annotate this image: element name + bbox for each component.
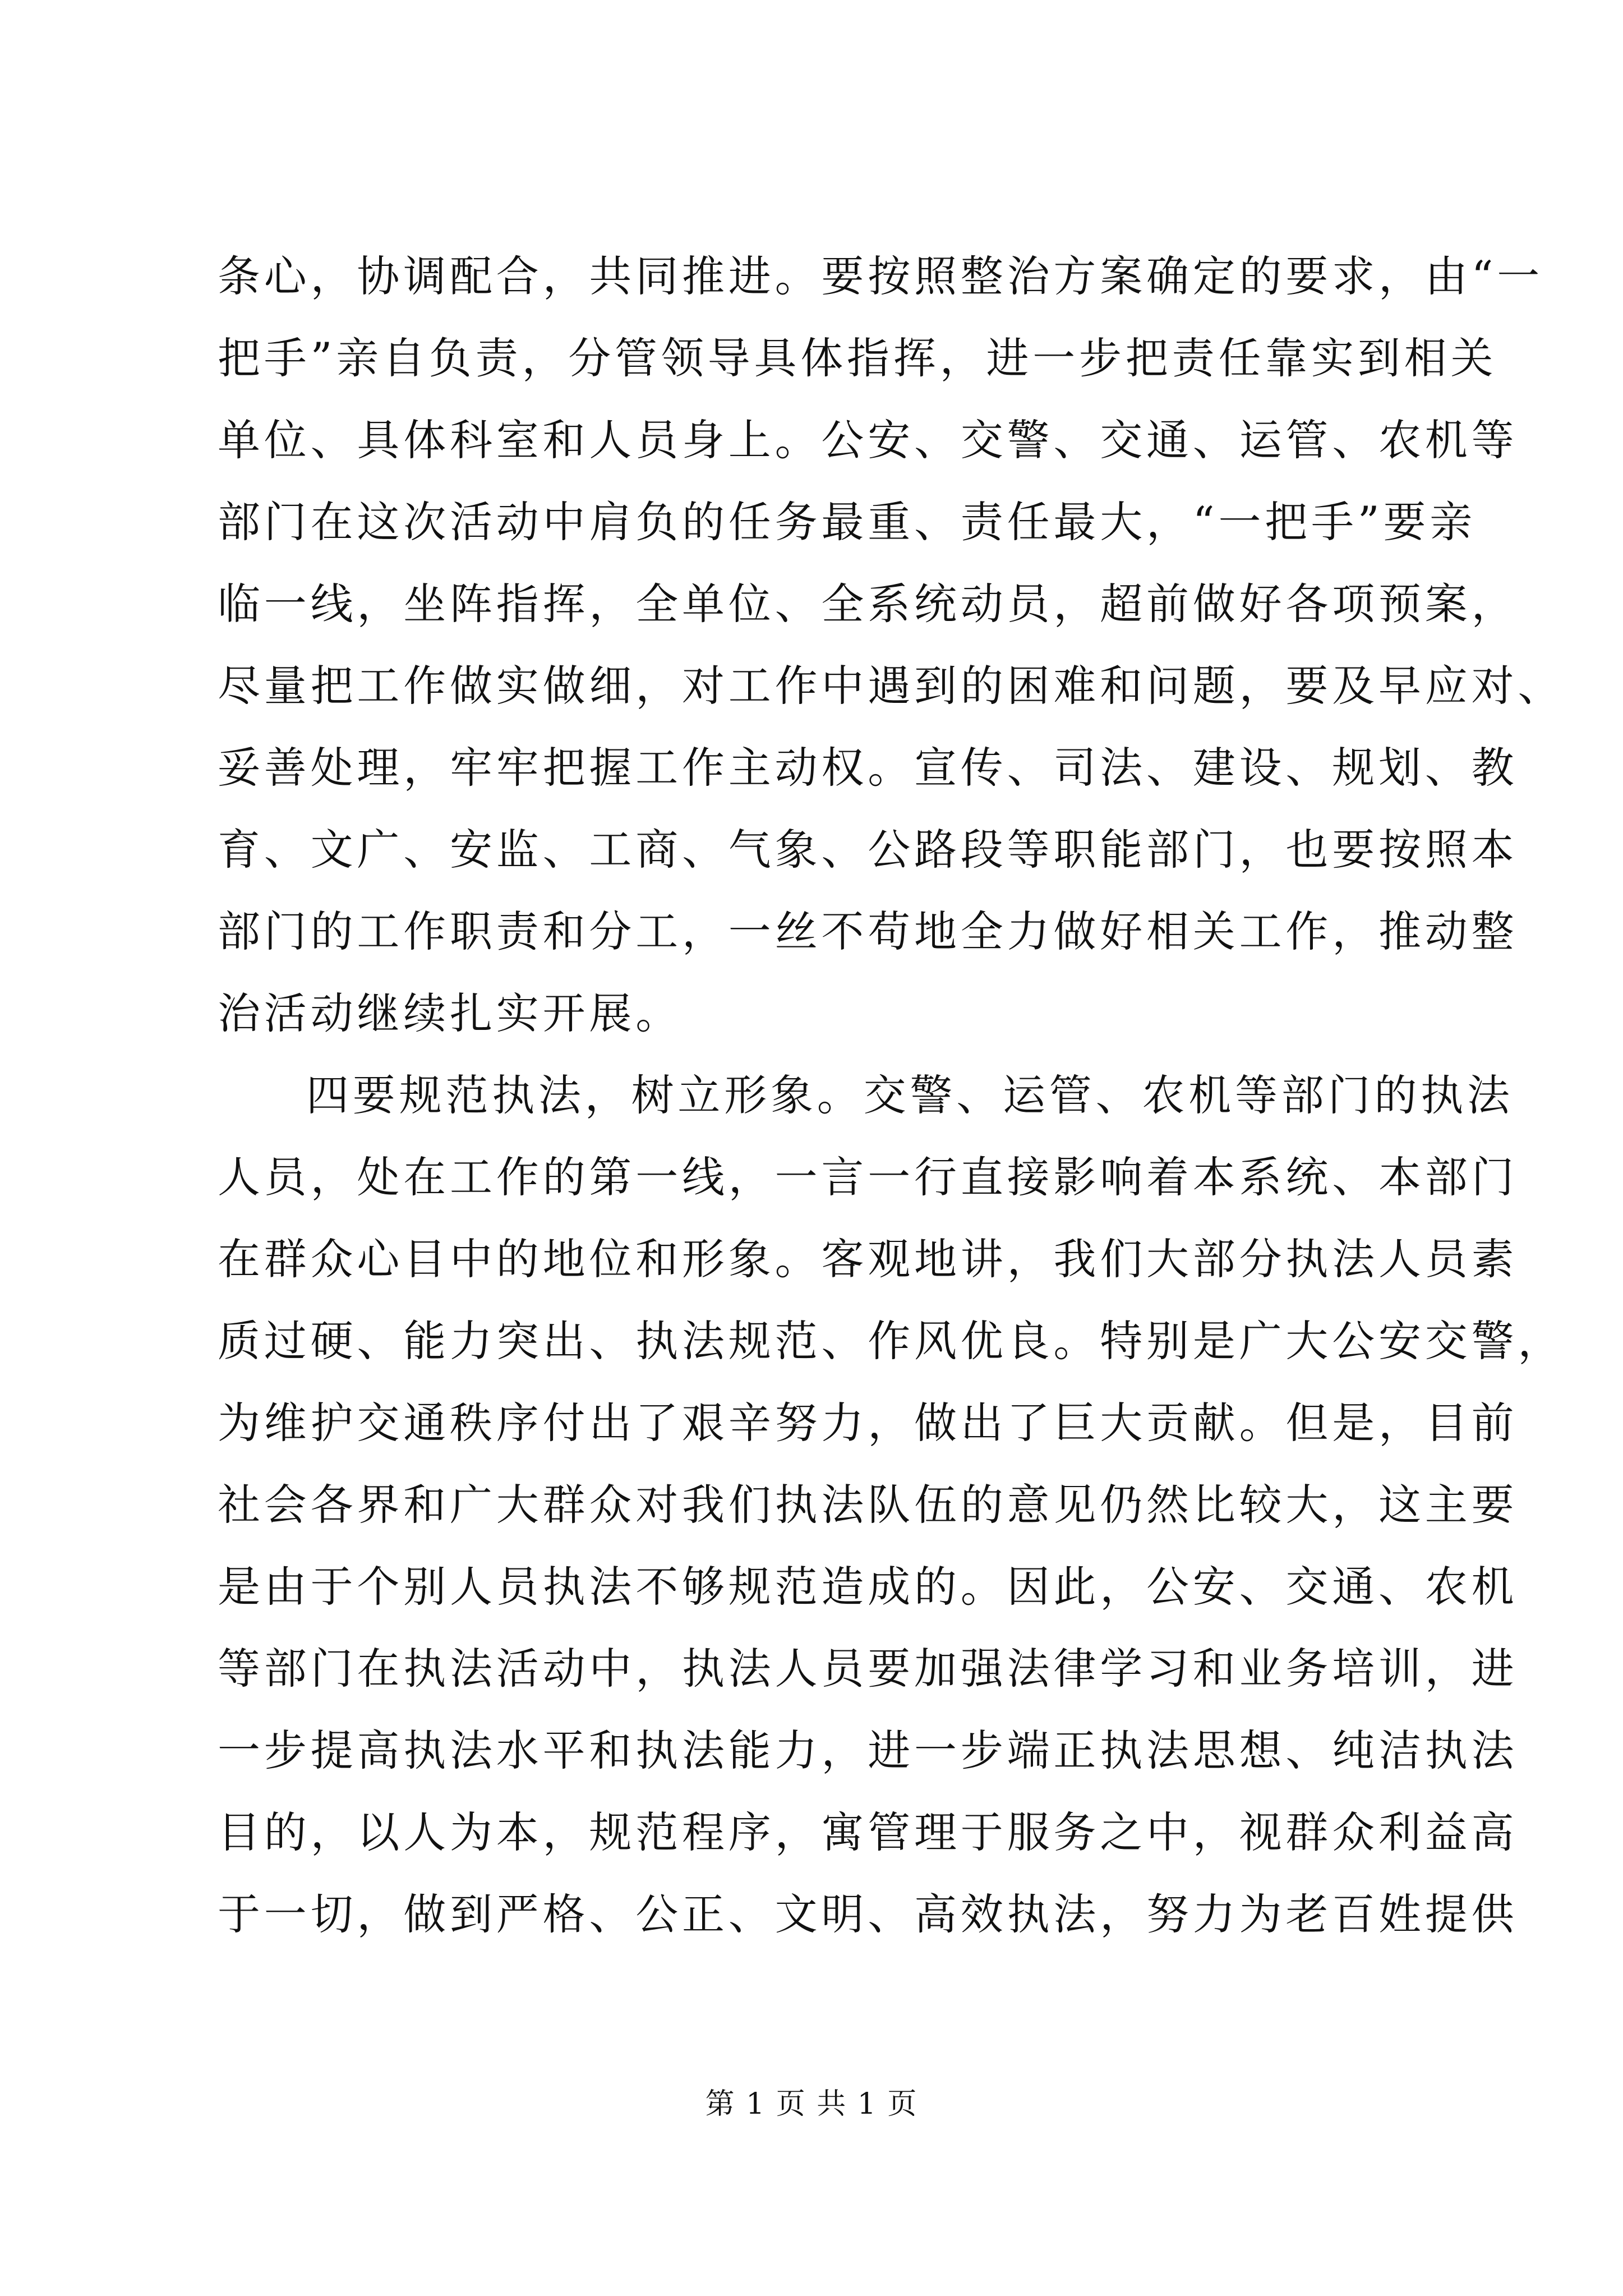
text-line: 育、文广、安监、工商、气象、公路段等职能部门，也要按照本 (218, 825, 1518, 875)
text-line: 治活动继续扎实开展。 (218, 988, 682, 1038)
text-line: 质过硬、能力突出、执法规范、作风优良。特别是广大公安交警， (218, 1316, 1565, 1366)
text-line: 社会各界和广大群众对我们执法队伍的意见仍然比较大，这主要 (218, 1480, 1518, 1530)
paragraph-four (218, 1055, 1565, 1955)
text-line: 妥善处理，牢牢把握工作主动权。宣传、司法、建设、规划、教 (218, 743, 1518, 793)
text-line: 是由于个别人员执法不够规范造成的。因此，公安、交通、农机 (218, 1562, 1518, 1612)
text-line: 临一线，坐阵指挥，全单位、全系统动员，超前做好各项预案， (218, 579, 1518, 629)
text-line: 单位、具体科室和人员身上。公安、交警、交通、运管、农机等 (218, 415, 1518, 465)
text-line: 等部门在执法活动中，执法人员要加强法律学习和业务培训，进 (218, 1644, 1518, 1694)
text-line-content: 四要规范执法，树立形象。交警、运管、农机等部门的执法 (306, 1070, 1514, 1120)
text-line: 人员，处在工作的第一线，一言一行直接影响着本系统、本部门 (218, 1152, 1518, 1202)
text-line: 为维护交通秩序付出了艰辛努力，做出了巨大贡献。但是，目前 (218, 1398, 1518, 1448)
document-body (218, 236, 1565, 1955)
paragraph-continuation (218, 236, 1565, 1055)
text-line: 把手”亲自负责，分管领导具体指挥，进一步把责任靠实到相关 (218, 333, 1497, 383)
text-line-indented (218, 1055, 1514, 1137)
text-line: 目的，以人为本，规范程序，寓管理于服务之中，视群众利益高 (218, 1807, 1518, 1857)
text-line: 一步提高执法水平和执法能力，进一步端正执法思想、纯洁执法 (218, 1726, 1518, 1775)
page-number-footer: 第 1 页 共 1 页 (705, 2087, 918, 2121)
text-line: 部门在这次活动中肩负的任务最重、责任最大，“一把手”要亲 (218, 497, 1477, 547)
text-line: 尽量把工作做实做细，对工作中遇到的困难和问题，要及早应对、 (218, 661, 1565, 711)
text-line: 条心，协调配合，共同推进。要按照整治方案确定的要求，由“一 (218, 251, 1544, 301)
text-line: 于一切，做到严格、公正、文明、高效执法，努力为老百姓提供 (218, 1889, 1518, 1939)
text-line: 在群众心目中的地位和形象。客观地讲，我们大部分执法人员素 (218, 1234, 1518, 1284)
text-line: 部门的工作职责和分工，一丝不苟地全力做好相关工作，推动整 (218, 907, 1518, 956)
